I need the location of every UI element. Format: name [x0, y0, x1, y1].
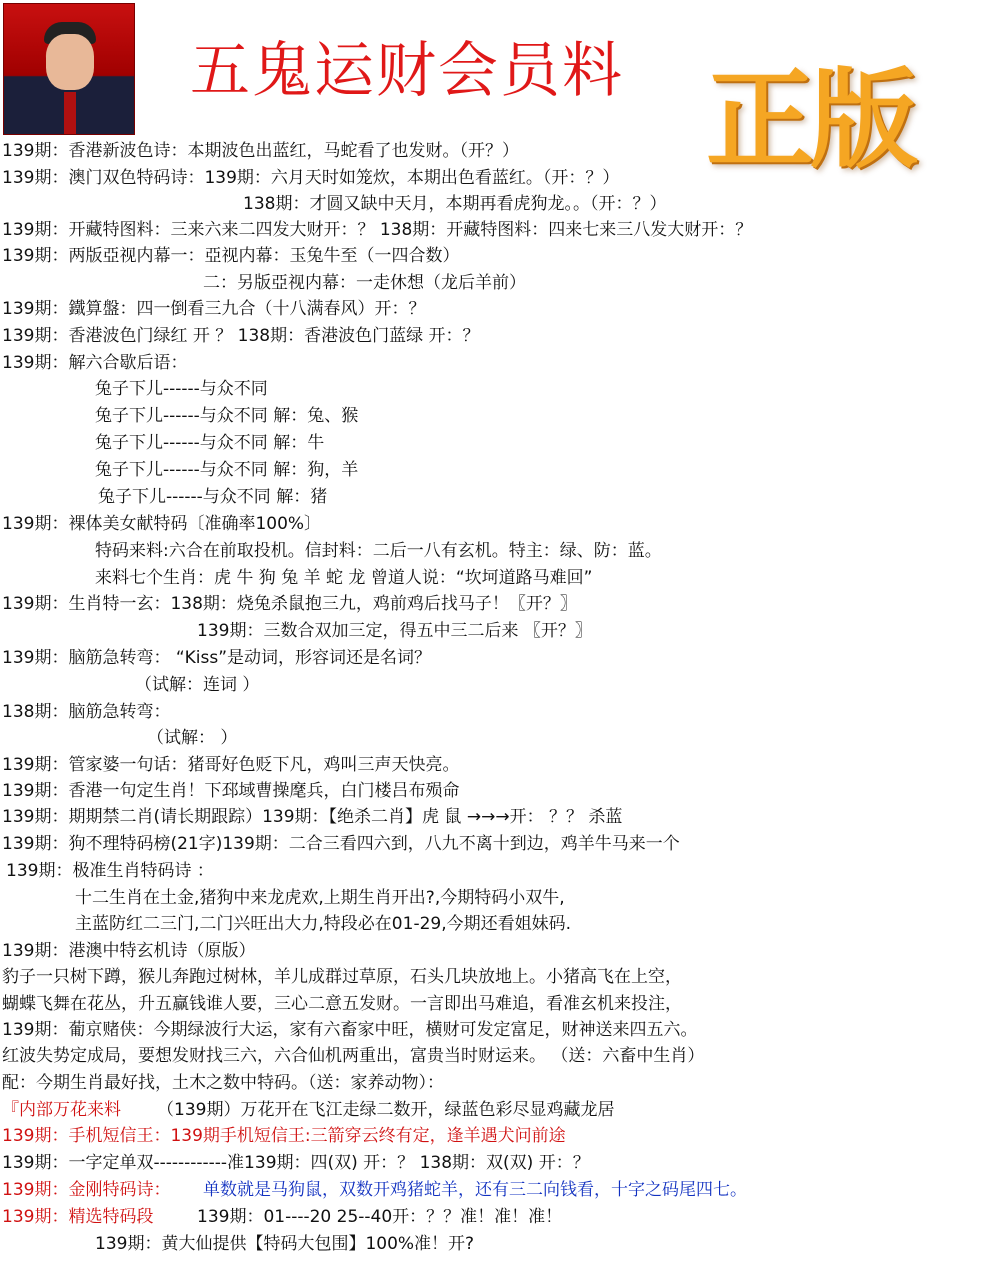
text-line: 139期：01----20 25--40开：？？准！准！准！	[197, 1207, 563, 1227]
text-line: 138期：才圆又缺中天月，本期再看虎狗龙。。（开：？）	[243, 194, 667, 214]
text-line: 十二生肖在土金,猪狗中来龙虎欢,上期生肖开出?,今期特码小双牛,	[75, 888, 565, 908]
text-line: 特码来料:六合在前取投机。信封料：二后一八有玄机。特主：绿、防：蓝。	[95, 541, 662, 561]
text-line: 蝴蝶飞舞在花丛，升五赢钱谁人要，三心二意五发财。一言即出马难追，看准玄机来投注，	[2, 994, 682, 1014]
text-line: 138期：脑筋急转弯：	[2, 702, 171, 722]
text-line: 兔子下儿------与众不同 解：兔、猴	[95, 406, 359, 426]
text-line: 139期：两版亞视内幕一：亞视内幕：玉兔牛至（一四合数）	[2, 246, 460, 266]
text-line-red: 139期：金刚特码诗：	[2, 1180, 171, 1200]
text-line-blue: 单数就是马狗鼠，双数开鸡猪蛇羊，还有三二向钱看，十字之码尾四七。	[203, 1180, 747, 1200]
page-title: 五鬼运财会员料	[190, 36, 624, 106]
text-line: 139期：裸体美女献特码〔准确率100%〕	[2, 514, 322, 534]
text-line: 139期：一字定单双------------准139期：四(双) 开：？ 138期：双(双) 开：？	[2, 1153, 590, 1173]
text-line: 红波失势定成局，要想发财找三六，六合仙机两重出，富贵当时财运来。 （送：六畜中生肖）	[2, 1046, 705, 1066]
text-line: 139期：三数合双加三定，得五中三二后来 〖开？〗	[197, 621, 592, 641]
text-line: 139期：葡京赌侠：今期绿波行大运，家有六畜家中旺，横财可发定富足，财神送来四五六。	[2, 1020, 698, 1040]
text-line: 139期：香港新波色诗：本期波色出蓝红，马蛇看了也发财。（开？）	[2, 141, 519, 161]
text-line: 139期：开藏特图料：三来六来二四发大财开：？ 138期：开藏特图料：四来七来三八发大财开：？	[2, 220, 753, 240]
text-line: 139期：生肖特一玄：138期：烧兔杀鼠抱三九，鸡前鸡后找马子！〖开？〗	[2, 594, 577, 614]
text-line-red: 139期：精选特码段	[2, 1207, 154, 1227]
text-line: 139期：狗不理特码榜(21字)139期：二合三看四六到，八九不离十到边，鸡羊牛马来一个	[2, 834, 680, 854]
text-line: 豹子一只树下蹲，猴儿奔跑过树林，羊儿成群过草原，石头几块放地上。小猪高飞在上空，	[2, 967, 682, 987]
text-line: 139期：期期禁二肖(请长期跟踪）139期：【绝杀二肖】虎 鼠 →→→开： ？？ 杀蓝	[2, 807, 623, 827]
text-line: 139期：澳门双色特码诗：139期：六月天时如笼炊，本期出色看蓝红。（开：？）	[2, 168, 620, 188]
text-line: 兔子下儿------与众不同	[95, 379, 268, 399]
text-line: 兔子下儿------与众不同 解：狗，羊	[95, 460, 359, 480]
text-line: 139期：香港一句定生肖！下邳域曹操麾兵，白门楼吕布殒命	[2, 781, 460, 801]
text-line: 139期：香港波色门绿红 开 ？ 138期：香港波色门蓝绿 开：？	[2, 326, 480, 346]
text-line: 139期：极准生肖特码诗 ：	[6, 861, 214, 881]
text-line: 兔子下儿------与众不同 解：猪	[98, 487, 328, 507]
text-line: 来料七个生肖：虎 牛 狗 兔 羊 蛇 龙 曾道人说：“坎坷道路马难回”	[95, 568, 593, 588]
text-line: 二：另版亞视内幕：一走休想（龙后羊前）	[203, 273, 526, 293]
text-line: （139期）万花开在飞江走绿二数开，绿蓝色彩尽显鸡藏龙居	[157, 1100, 615, 1120]
text-line: 主蓝防红二三门,二门兴旺出大力,特段必在01-29,今期还看姐妹码.	[75, 914, 572, 934]
text-line: 139期：港澳中特玄机诗（原版）	[2, 941, 256, 961]
text-line: 139期：黄大仙提供【特码大包围】100%准！开?	[95, 1234, 475, 1254]
text-line: （试解：连词 ）	[135, 675, 260, 695]
text-line-red: 139期：手机短信王：139期手机短信王:三箭穿云终有定，逢羊遇犬问前途	[2, 1126, 566, 1146]
text-line: （试解： ）	[147, 728, 238, 748]
text-line: 139期：鐵算盤：四一倒看三九合（十八满春风）开：？	[2, 299, 426, 319]
text-line: 配：今期生肖最好找，土木之数中特码。（送：家养动物）：	[2, 1073, 444, 1093]
text-line: 139期：解六合歇后语：	[2, 353, 188, 373]
authentic-stamp: 正版	[706, 58, 915, 183]
text-line: 139期：脑筋急转弯： “Kiss”是动词，形容词还是名词？	[2, 648, 432, 668]
text-line: 139期：管家婆一句话：猪哥好色贬下凡，鸡叫三声天快亮。	[2, 755, 460, 775]
text-line-red: 『内部万花来料	[2, 1100, 121, 1120]
text-line: 兔子下儿------与众不同 解：牛	[95, 433, 325, 453]
